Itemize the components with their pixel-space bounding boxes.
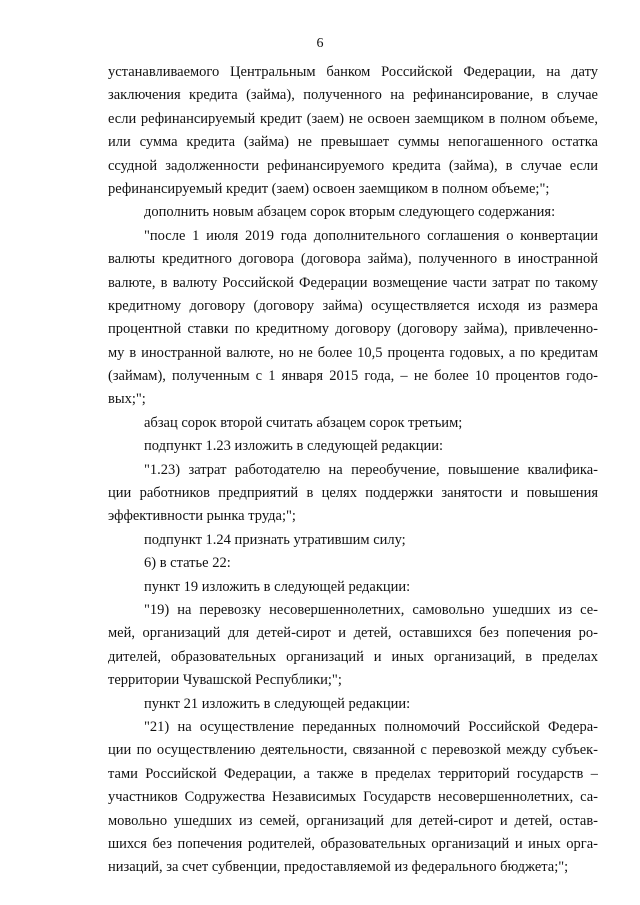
text-line: дителей, образовательных организаций и иных организаций, в пределах — [108, 648, 598, 665]
text-line: валюты кредитного договора (договора займа), полученного в иностранной — [108, 251, 598, 268]
text-line: дополнить новым абзацем сорок вторым следующего содержания: — [144, 204, 556, 221]
text-line: подпункт 1.23 изложить в следующей редакции: — [144, 438, 444, 455]
text-line: ции работников предприятий в целях поддержки занятости и повышения — [108, 485, 598, 502]
text-line: мей, организаций для детей-сирот и детей, оставшихся без попечения ро- — [108, 625, 598, 642]
text-line: устанавливаемого Центральным банком Российской Федерации, на дату — [108, 64, 598, 80]
text-line: ции по осуществлению деятельности, связанной с перевозкой между субъек- — [108, 742, 598, 759]
text-line: "19) на перевозку несовершеннолетних, самовольно ушедших из се- — [144, 601, 598, 618]
text-line: пункт 19 изложить в следующей редакции: — [144, 578, 411, 595]
text-line: "после 1 июля 2019 года дополнительного соглашения о конвертации — [144, 227, 598, 244]
text-line: (займам), полученным с 1 января 2015 года, – не более 10 процентов годо- — [108, 368, 598, 385]
text-line: кредитному договору (договору займа) осуществляется исходя из размера — [108, 297, 598, 314]
text-line: ссудной задолженности рефинансируемого кредита (займа), в случае если — [108, 157, 598, 174]
text-line: валюте, в валюту Российской Федерации возмещение части затрат по такому — [108, 274, 598, 291]
body-text — [108, 61, 598, 880]
text-line: му в иностранной валюте, но не более 10,5 процента годовых, а по кредитам — [108, 344, 598, 361]
text-line: подпункт 1.24 признать утратившим силу; — [144, 531, 406, 548]
text-line: эффективности рынка труда;"; — [108, 508, 296, 525]
text-line: "21) на осуществление переданных полномочий Российской Федера- — [144, 718, 598, 735]
text-line: процентной ставки по кредитному договору (договору займа), привлеченно- — [108, 321, 598, 338]
text-line: тами Российской Федерации, а также в пределах территорий государств – — [108, 765, 598, 782]
text-line: вых;"; — [108, 391, 146, 408]
text-line: 6) в статье 22: — [144, 555, 231, 572]
text-line: рефинансируемый кредит (заем) освоен заемщиком в полном объеме;"; — [108, 180, 550, 197]
text-line: низаций, за счет субвенции, предоставляемой из федерального бюджета;"; — [108, 859, 569, 876]
text-line: "1.23) затрат работодателю на переобучение, повышение квалифика- — [144, 461, 598, 478]
text-line: территории Чувашской Республики;"; — [108, 672, 342, 689]
text-line: если рефинансируемый кредит (заем) не освоен заемщиком в полном объеме, — [108, 110, 598, 127]
text-line: участников Содружества Независимых Государств несовершеннолетних, са- — [108, 789, 598, 806]
page-number: 6 — [316, 36, 324, 51]
text-line: мовольно ушедших из семей, организаций для детей-сирот и детей, остав- — [108, 812, 598, 829]
text-line: абзац сорок второй считать абзацем сорок третьим; — [144, 414, 463, 431]
text-line: или сумма кредита (займа) не превышает суммы непогашенного остатка — [108, 134, 598, 151]
text-line: заключения кредита (займа), полученного на рефинансирование, в случае — [108, 87, 598, 104]
text-line: пункт 21 изложить в следующей редакции: — [144, 695, 411, 712]
text-line: шихся без попечения родителей, образовательных организаций и иных орга- — [108, 835, 598, 852]
